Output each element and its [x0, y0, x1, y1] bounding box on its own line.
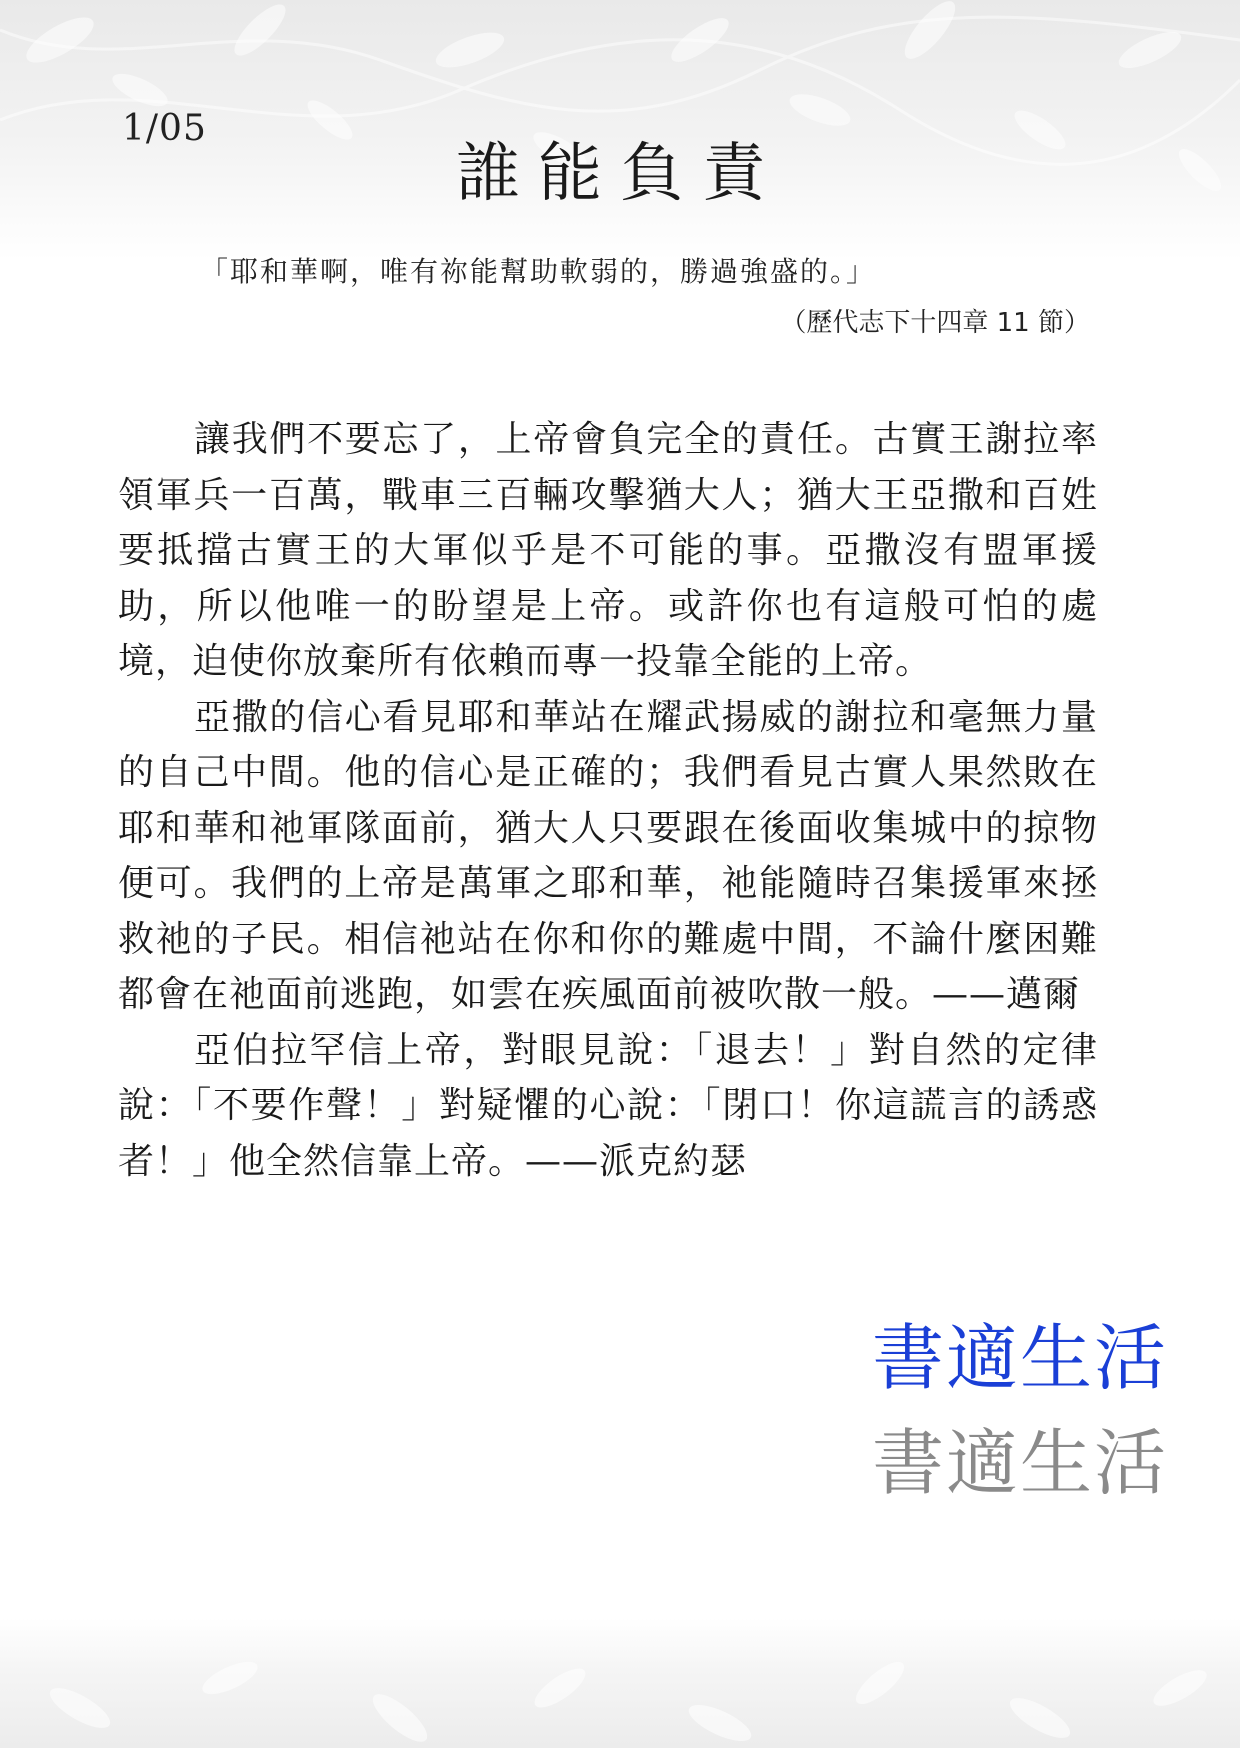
body-paragraph: 亞撒的信心看見耶和華站在耀武揚威的謝拉和毫無力量的自己中間。他的信心是正確的；我們看見古實人果然敗在耶和華和祂軍隊面前，猶大人只要跟在後面收集城中的掠物便可。我們的上帝是萬軍之耶和華，祂能隨時召集援軍來拯救祂的子民。相信祂站在你和你的難處中間，不論什麼困難都會在祂面前逃跑，如雲在疾風面前被吹散一般。——邁爾: [118, 696, 1098, 1015]
page-title: 誰能負責: [456, 137, 784, 211]
scripture-reference: （歷代志下十四章 11 節）: [780, 308, 1090, 338]
bottom-leaf-background: [0, 1618, 1240, 1748]
entry-date: 1/05: [122, 108, 207, 149]
body-paragraph: 讓我們不要忘了，上帝會負完全的責任。古實王謝拉率領軍兵一百萬，戰車三百輛攻擊猶大人；猶大王亞撒和百姓要抵擋古實王的大軍似乎是不可能的事。亞撒沒有盟軍援助，所以他唯一的盼望是上帝。或許你也有這般可怕的處境，迫使你放棄所有依賴而專一投靠全能的上帝。: [118, 419, 1098, 682]
brand-logo-primary: 書適生活: [871, 1316, 1168, 1400]
devotional-body: [118, 412, 1098, 1189]
leaf-pattern-icon: [0, 1618, 1240, 1748]
brand-logo-secondary: 書適生活: [871, 1421, 1168, 1505]
body-paragraph: 亞伯拉罕信上帝，對眼見說：「退去！」對自然的定律說：「不要作聲！」對疑懼的心說：「閉口！你這謊言的誘惑者！」他全然信靠上帝。——派克約瑟: [118, 1029, 1098, 1182]
scripture-verse: 「耶和華啊，唯有祢能幫助軟弱的，勝過強盛的。」: [200, 255, 877, 288]
